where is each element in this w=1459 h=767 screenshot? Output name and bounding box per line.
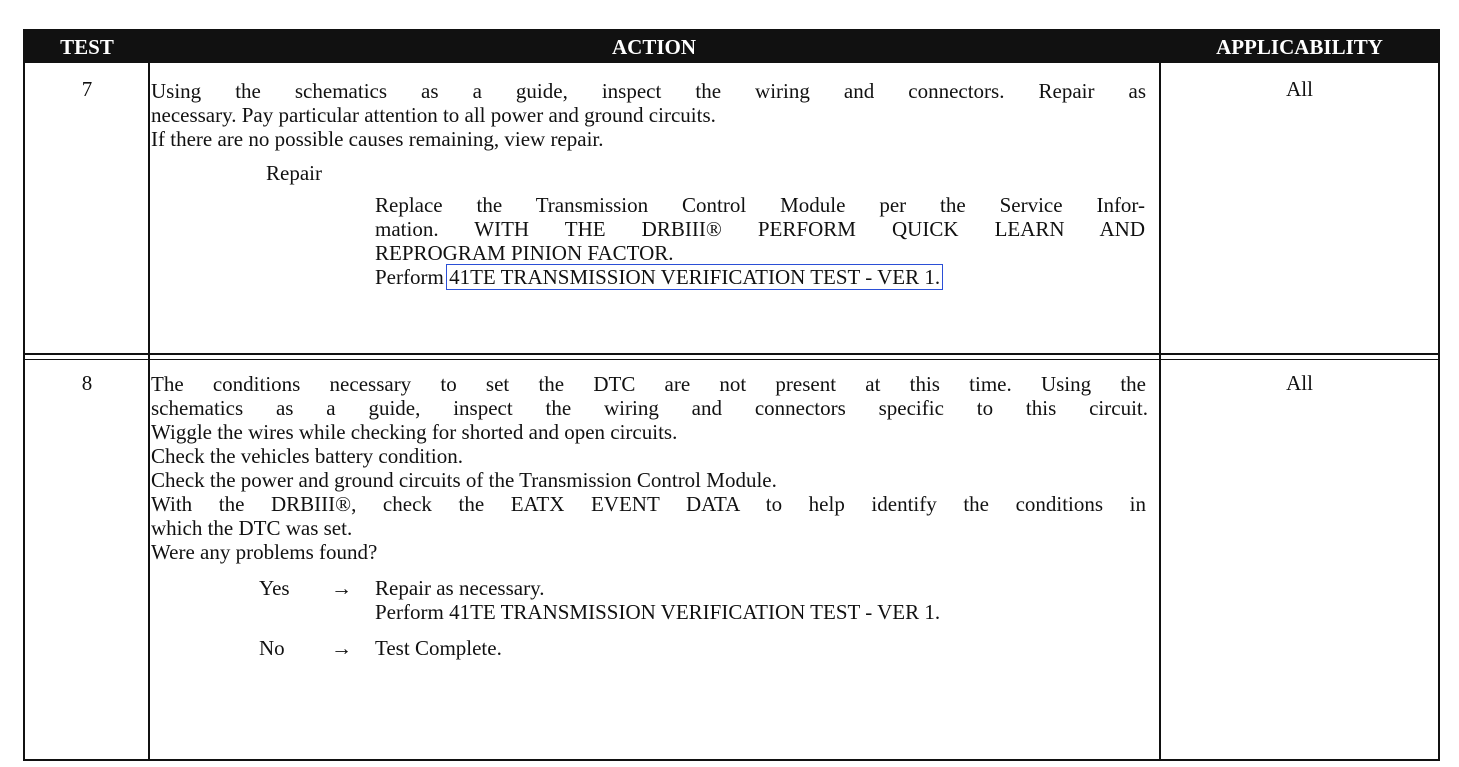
header-applicability: APPLICABILITY — [1216, 35, 1383, 59]
row-divider — [25, 353, 1438, 355]
action-line: Check the power and ground circuits of the Transmission Control Module. — [151, 468, 777, 492]
action-line: If there are no possible causes remaining, view repair. — [151, 127, 604, 151]
action-line: schematics as a guide, inspect the wiring and connectors specific to this circuit. — [151, 396, 1148, 420]
header-action: ACTION — [611, 35, 696, 59]
yes-label: Yes — [259, 576, 290, 600]
applicability-value: All — [1286, 371, 1313, 395]
perform-line — [375, 265, 943, 289]
column-divider — [148, 63, 150, 761]
action-cell — [151, 79, 1157, 349]
arrow-icon: → — [331, 636, 352, 660]
action-cell — [151, 372, 1157, 757]
action-line: which the DTC was set. — [151, 516, 353, 540]
action-line: Using the schematics as a guide, inspect the wiring and connectors. Repair as — [151, 79, 1146, 103]
yes-line: Repair as necessary. — [375, 576, 545, 600]
action-line: Wiggle the wires while checking for shorted and open circuits. — [151, 420, 678, 444]
repair-line: mation. WITH THE DRBIII® PERFORM QUICK LEARN AND — [375, 217, 1145, 241]
repair-line: REPROGRAM PINION FACTOR. — [375, 241, 674, 265]
no-text: Test Complete. — [375, 636, 502, 660]
arrow-icon: → — [331, 576, 352, 600]
action-line: Were any problems found? — [151, 540, 378, 564]
column-divider — [1159, 63, 1161, 761]
no-label: No — [259, 636, 285, 660]
repair-label: Repair — [266, 161, 322, 185]
action-line: With the DRBIII®, check the EATX EVENT DATA to help identify the conditions in — [151, 492, 1146, 516]
header-test: TEST — [60, 35, 114, 59]
action-line: The conditions necessary to set the DTC are not present at this time. Using the — [151, 372, 1146, 396]
test-number: 8 — [81, 371, 93, 395]
action-line: necessary. Pay particular attention to all power and ground circuits. — [151, 103, 716, 127]
perform-prefix: Perform — [375, 265, 444, 289]
repair-line: Replace the Transmission Control Module per the Service Infor- — [375, 193, 1145, 217]
row-divider — [25, 359, 1438, 360]
action-line: Check the vehicles battery condition. — [151, 444, 463, 468]
verification-test-link[interactable]: 41TE TRANSMISSION VERIFICATION TEST - VER 1. — [446, 264, 943, 290]
table-header — [25, 31, 1438, 63]
applicability-value: All — [1286, 77, 1313, 101]
diagnostic-table — [23, 29, 1440, 761]
yes-line: Perform 41TE TRANSMISSION VERIFICATION TEST - VER 1. — [375, 600, 941, 624]
test-number: 7 — [81, 77, 93, 101]
